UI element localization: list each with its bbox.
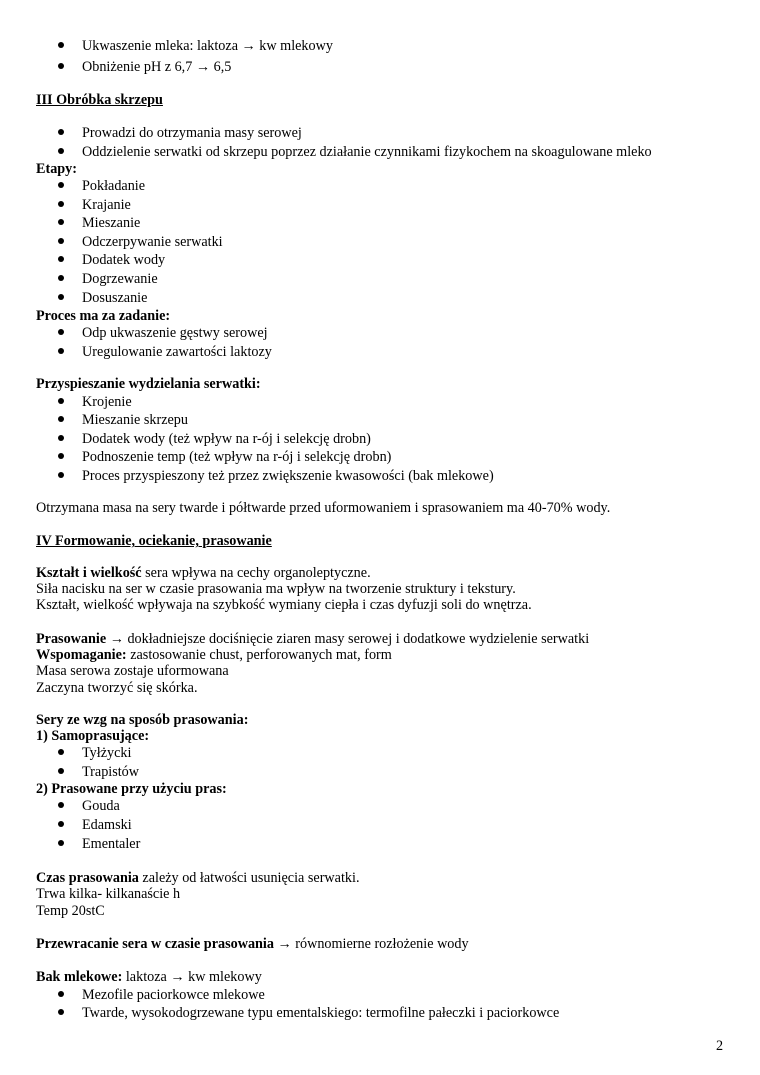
list-item: Obniżenie pH z 6,7 → 6,5 (82, 59, 232, 75)
list-item: Gouda (82, 798, 120, 814)
list-item: Prowadzi do otrzymania masy serowej (82, 125, 302, 141)
bullet-icon (58, 435, 64, 441)
bullet-icon (58, 453, 64, 459)
bullet-icon (58, 398, 64, 404)
paragraph: Zaczyna tworzyć się skórka. (36, 680, 198, 696)
bullet-icon (58, 42, 64, 48)
list-item: Mezofile paciorkowce mlekowe (82, 987, 265, 1003)
samoprasujace-label: 1) Samoprasujące: (36, 728, 150, 744)
bullet-icon (58, 821, 64, 827)
bullet-icon (58, 219, 64, 225)
bullet-icon (58, 148, 64, 154)
list-item: Krojenie (82, 394, 132, 410)
section-heading-4: IV Formowanie, ociekanie, prasowanie (36, 533, 272, 549)
bullet-icon (58, 129, 64, 135)
zadanie-label: Proces ma za zadanie: (36, 308, 171, 324)
list-item: Dodatek wody (też wpływ na r-ój i selekcję drobn) (82, 431, 371, 447)
bullet-icon (58, 329, 64, 335)
paragraph: Siła nacisku na ser w czasie prasowania ma wpływ na tworzenie struktury i tekstury. (36, 581, 516, 597)
bak-line: Bak mlekowe: laktoza → kw mlekowy (36, 969, 262, 985)
bullet-icon (58, 991, 64, 997)
wspomaganie-line: Wspomaganie: zastosowanie chust, perforowanych mat, form (36, 647, 392, 663)
prasowanie-line: Prasowanie → dokładniejsze dociśnięcie ziaren masy serowej i dodatkowe wydzielenie serwatki (36, 631, 590, 647)
paragraph: Otrzymana masa na sery twarde i półtwarde przed uformowaniem i sprasowaniem ma 40-70% wody. (36, 500, 611, 516)
list-item: Pokładanie (82, 178, 146, 194)
list-item: Twarde, wysokodogrzewane typu ementalskiego: termofilne pałeczki i paciorkowce (82, 1005, 560, 1021)
paragraph: Masa serowa zostaje uformowana (36, 663, 229, 679)
list-item: Odp ukwaszenie gęstwy serowej (82, 325, 268, 341)
list-item: Ukwaszenie mleka: laktoza → kw mlekowy (82, 38, 333, 54)
list-item: Podnoszenie temp (też wpływ na r-ój i selekcję drobn) (82, 449, 392, 465)
list-item: Trapistów (82, 764, 140, 780)
etapy-label: Etapy: (36, 161, 77, 177)
bullet-icon (58, 802, 64, 808)
bullet-icon (58, 275, 64, 281)
list-item: Ementaler (82, 836, 141, 852)
list-item: Dogrzewanie (82, 271, 158, 287)
bullet-icon (58, 256, 64, 262)
ksztalt-line: Kształt i wielkość sera wpływa na cechy organoleptyczne. (36, 565, 371, 581)
list-item: Dodatek wody (82, 252, 166, 268)
paragraph: Trwa kilka- kilkanaście h (36, 886, 181, 902)
bullet-icon (58, 348, 64, 354)
sery-label: Sery ze wzg na sposób prasowania: (36, 712, 249, 728)
section-heading-3: III Obróbka skrzepu (36, 92, 163, 108)
list-item: Odczerpywanie serwatki (82, 234, 223, 250)
list-item: Mieszanie skrzepu (82, 412, 188, 428)
list-item: Oddzielenie serwatki od skrzepu poprzez działanie czynnikami fizykochem na skoagulowane mleko (82, 144, 652, 160)
bullet-icon (58, 238, 64, 244)
list-item: Dosuszanie (82, 290, 148, 306)
list-item: Tyłżycki (82, 745, 132, 761)
list-item: Edamski (82, 817, 132, 833)
bullet-icon (58, 768, 64, 774)
bullet-icon (58, 182, 64, 188)
paragraph: Kształt, wielkość wpływaja na szybkość wymiany ciepła i czas dyfuzji soli do wnętrza. (36, 597, 532, 613)
przyspieszanie-label: Przyspieszanie wydzielania serwatki: (36, 376, 261, 392)
przewracanie-line: Przewracanie sera w czasie prasowania → równomierne rozłożenie wody (36, 936, 469, 952)
list-item: Mieszanie (82, 215, 141, 231)
list-item: Uregulowanie zawartości laktozy (82, 344, 272, 360)
bullet-icon (58, 416, 64, 422)
list-item: Krajanie (82, 197, 131, 213)
list-item: Proces przyspieszony też przez zwiększenie kwasowości (bak mlekowe) (82, 468, 494, 484)
bullet-icon (58, 840, 64, 846)
bullet-icon (58, 749, 64, 755)
bullet-icon (58, 294, 64, 300)
bullet-icon (58, 201, 64, 207)
paragraph: Temp 20stC (36, 903, 105, 919)
bullet-icon (58, 472, 64, 478)
bullet-icon (58, 1009, 64, 1015)
page-number: 2 (716, 1038, 724, 1054)
bullet-icon (58, 63, 64, 69)
prasowane-label: 2) Prasowane przy użyciu pras: (36, 781, 227, 797)
czas-line: Czas prasowania zależy od łatwości usunięcia serwatki. (36, 870, 360, 886)
